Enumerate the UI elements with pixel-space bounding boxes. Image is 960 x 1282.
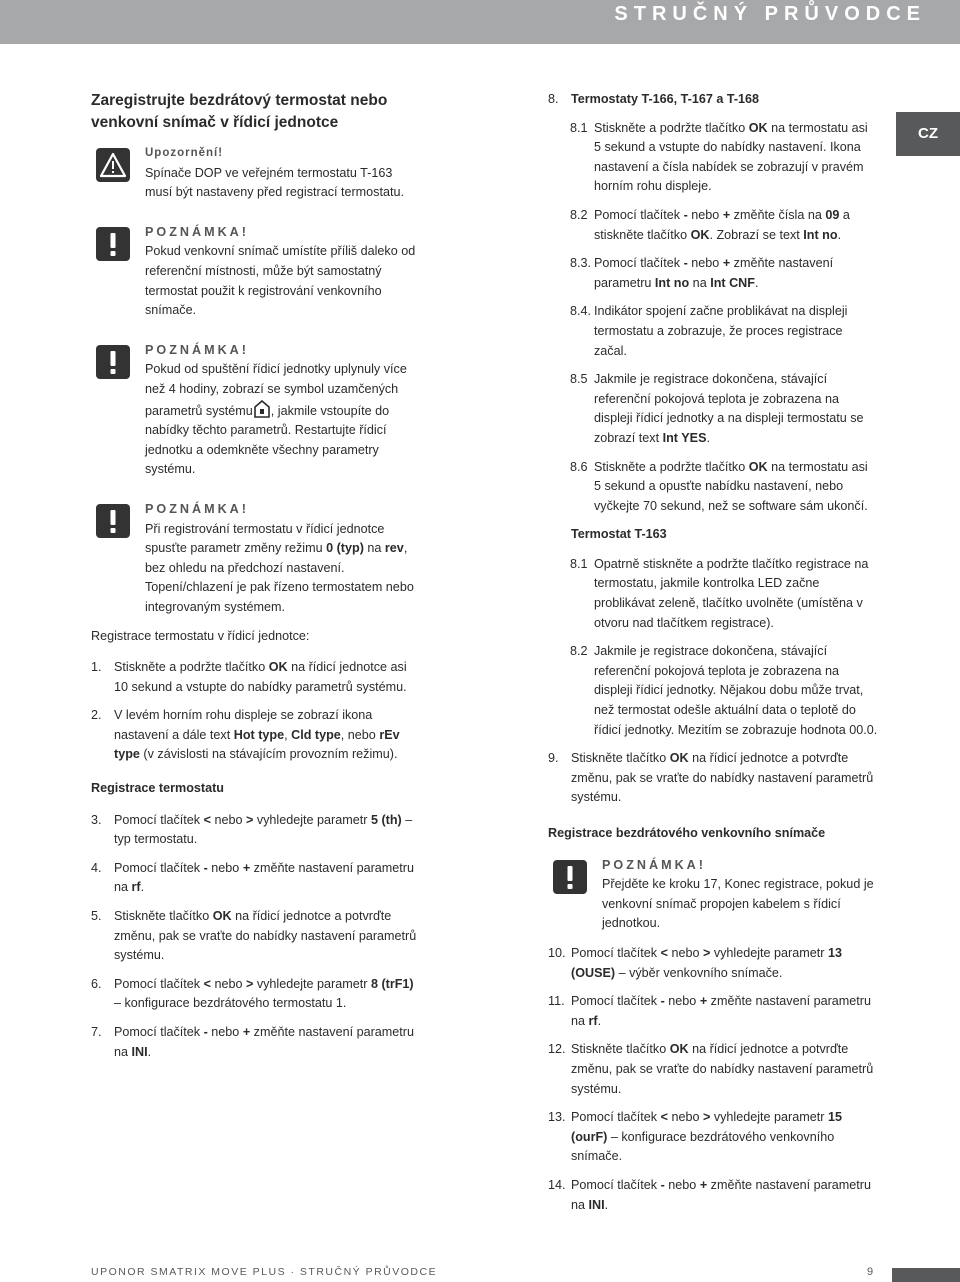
step-item: 1. Stiskněte a podržte tlačítko OK na řídicí jednotce asi 10 sekund a vstupte do nabídky parametrů systému. — [91, 660, 407, 694]
page-number: 9 — [867, 1266, 874, 1278]
step-item: 3. Pomocí tlačítek < nebo > vyhledejte parametr 5 (th) – typ termostatu. — [91, 812, 413, 847]
warning-box — [91, 144, 421, 203]
step-item: 9. Stiskněte tlačítko OK na řídicí jednotce a potvrďte změnu, pak se vraťte do nabídky nastavení parametrů systému. — [548, 751, 874, 805]
left-column — [91, 90, 421, 1071]
substep-item: 8.2 Pomocí tlačítek - nebo + změňte čísla na 09 a stiskněte tlačítko OK. Zobrazí se text Int no. — [570, 207, 850, 242]
warning-icon — [96, 148, 130, 182]
header-title: STRUČNÝ PRŮVODCE — [614, 3, 926, 25]
warning-head: Upozornění! — [145, 147, 224, 159]
substep-item: 8.5 Jakmile je registrace dokončena, stávající referenční pokojová teplota je zobrazena na displeji řídicí jednotky a na displeji termostatu se zobrazí text Int YES. — [570, 372, 864, 445]
exclamation-icon — [96, 227, 130, 261]
header-bar — [0, 0, 960, 44]
substep-item: 8.1 Stiskněte a podržte tlačítko OK na termostatu asi 5 sekund a vstupte do nabídky nastavení. Ikona nastavení a čísla nabídek se zobrazují v pravém horním rohu displeje. — [570, 120, 868, 194]
section-title: Zaregistrujte bezdrátový termostat nebo venkovní snímač v řídicí jednotce — [91, 92, 388, 131]
lock-icon — [253, 400, 271, 418]
step-item: 4. Pomocí tlačítek - nebo + změňte nastavení parametru na rf. — [91, 860, 414, 895]
exclamation-icon — [96, 504, 130, 538]
step-item: 6. Pomocí tlačítek < nebo > vyhledejte parametr 8 (trF1) – konfigurace bezdrátového termostatu 1. — [91, 976, 414, 1011]
substep-item: 8.3. Pomocí tlačítek - nebo + změňte nastavení parametru Int no na Int CNF. — [570, 256, 834, 290]
note-box — [548, 856, 878, 934]
substep-item: 8.6 Stiskněte a podržte tlačítko OK na termostatu asi 5 sekund a opusťte nabídku nastavení, nebo vyčkejte 70 sekund, než se software sám ukončí. — [570, 459, 868, 513]
note-box — [91, 223, 421, 321]
footer-bar — [892, 1268, 960, 1282]
section-heading: Registrace termostatu — [91, 781, 224, 796]
note-head: POZNÁMKA! — [602, 857, 706, 872]
substep-item: 8.2 Jakmile je registrace dokončena, stávající referenční pokojová teplota je zobrazena na displeji řídicí jednotky. Nějakou dobu může trvat, než termostat odešle aktuální data o teplotě do řídicí jednotky. Mezitím se zobrazuje hodnota 00.0. — [570, 644, 878, 737]
step-item: 11. Pomocí tlačítek - nebo + změňte nastavení parametru na rf. — [548, 994, 871, 1028]
footer-text: UPONOR SMATRIX MOVE PLUS · STRUČNÝ PRŮVODCE — [91, 1266, 438, 1278]
step-item: 13. Pomocí tlačítek < nebo > vyhledejte parametr 15 (ourF) – konfigurace bezdrátového venkovního snímače. — [548, 1110, 842, 1164]
step-item: 7. Pomocí tlačítek - nebo + změňte nastavení parametru na INI. — [91, 1024, 414, 1059]
warning-text: Spínače DOP ve veřejném termostatu T-163 musí být nastaveny před registrací termostatu. — [145, 165, 404, 200]
step-item: 8. Termostaty T-166, T-167 a T-168 — [548, 92, 760, 106]
language-tab: CZ — [896, 112, 960, 156]
note-box — [91, 500, 421, 618]
note-text: Přejděte ke kroku 17, Konec registrace, pokud je venkovní snímač propojen kabelem s řídicí jednotkou. — [602, 877, 874, 931]
note-box — [91, 341, 421, 480]
step-item: 14. Pomocí tlačítek - nebo + změňte nastavení parametru na INI. — [548, 1177, 871, 1212]
exclamation-icon — [553, 860, 587, 894]
note-head: POZNÁMKA! — [145, 501, 249, 516]
subsection-heading: Termostat T-163 — [571, 527, 667, 542]
note-text: Pokud venkovní snímač umístíte příliš daleko od referenční místnosti, může být samostatný termostat použit k registrování venkovního snímače. — [145, 244, 416, 318]
section-heading: Registrace bezdrátového venkovního snímače — [548, 826, 826, 840]
step-item: 12. Stiskněte tlačítko OK na řídicí jednotce a potvrďte změnu, pak se vraťte do nabídky nastavení parametrů systému. — [548, 1042, 874, 1096]
exclamation-icon — [96, 345, 130, 379]
step-item: 5. Stiskněte tlačítko OK na řídicí jednotce a potvrďte změnu, pak se vraťte do nabídky nastavení parametrů systému. — [91, 909, 417, 963]
intro-text: Registrace termostatu v řídicí jednotce: — [91, 629, 310, 644]
step-item: 2. V levém horním rohu displeje se zobrazí ikona nastavení a dále text Hot type, Cld type, nebo rEv type (v závislosti na stávajícím provozním režimu). — [91, 708, 400, 762]
note-text: Při registrování termostatu v řídicí jednotce spusťte parametr změny režimu 0 (typ) na rev, bez ohledu na předchozí nastavení. Topení/chlazení je pak řízeno termostatem nebo integrovaným systémem. — [145, 521, 414, 614]
substep-item: 8.1 Opatrně stiskněte a podržte tlačítko registrace na termostatu, jakmile kontrolka LED začne problikávat zeleně, tlačítko uvolněte (umístěna v otvoru nad tlačítkem registrace). — [570, 556, 869, 630]
note-text: Pokud od spuštění řídicí jednotky uplynuly více než 4 hodiny, zobrazí se symbol uzamčených parametrů systému , jakmile vstoupíte do nabídky těchto parametrů. Restartujte řídicí jednotku a odemkněte všechny parametry systému. — [145, 362, 407, 477]
right-column — [548, 90, 878, 1224]
note-head: POZNÁMKA! — [145, 342, 249, 357]
note-head: POZNÁMKA! — [145, 224, 249, 239]
step-item: 10. Pomocí tlačítek < nebo > vyhledejte parametr 13 (OUSE) – výběr venkovního snímače. — [548, 945, 842, 980]
substep-item: 8.4. Indikátor spojení začne problikávat na displeji termostatu a zobrazuje, že proces registrace začal. — [570, 304, 848, 358]
